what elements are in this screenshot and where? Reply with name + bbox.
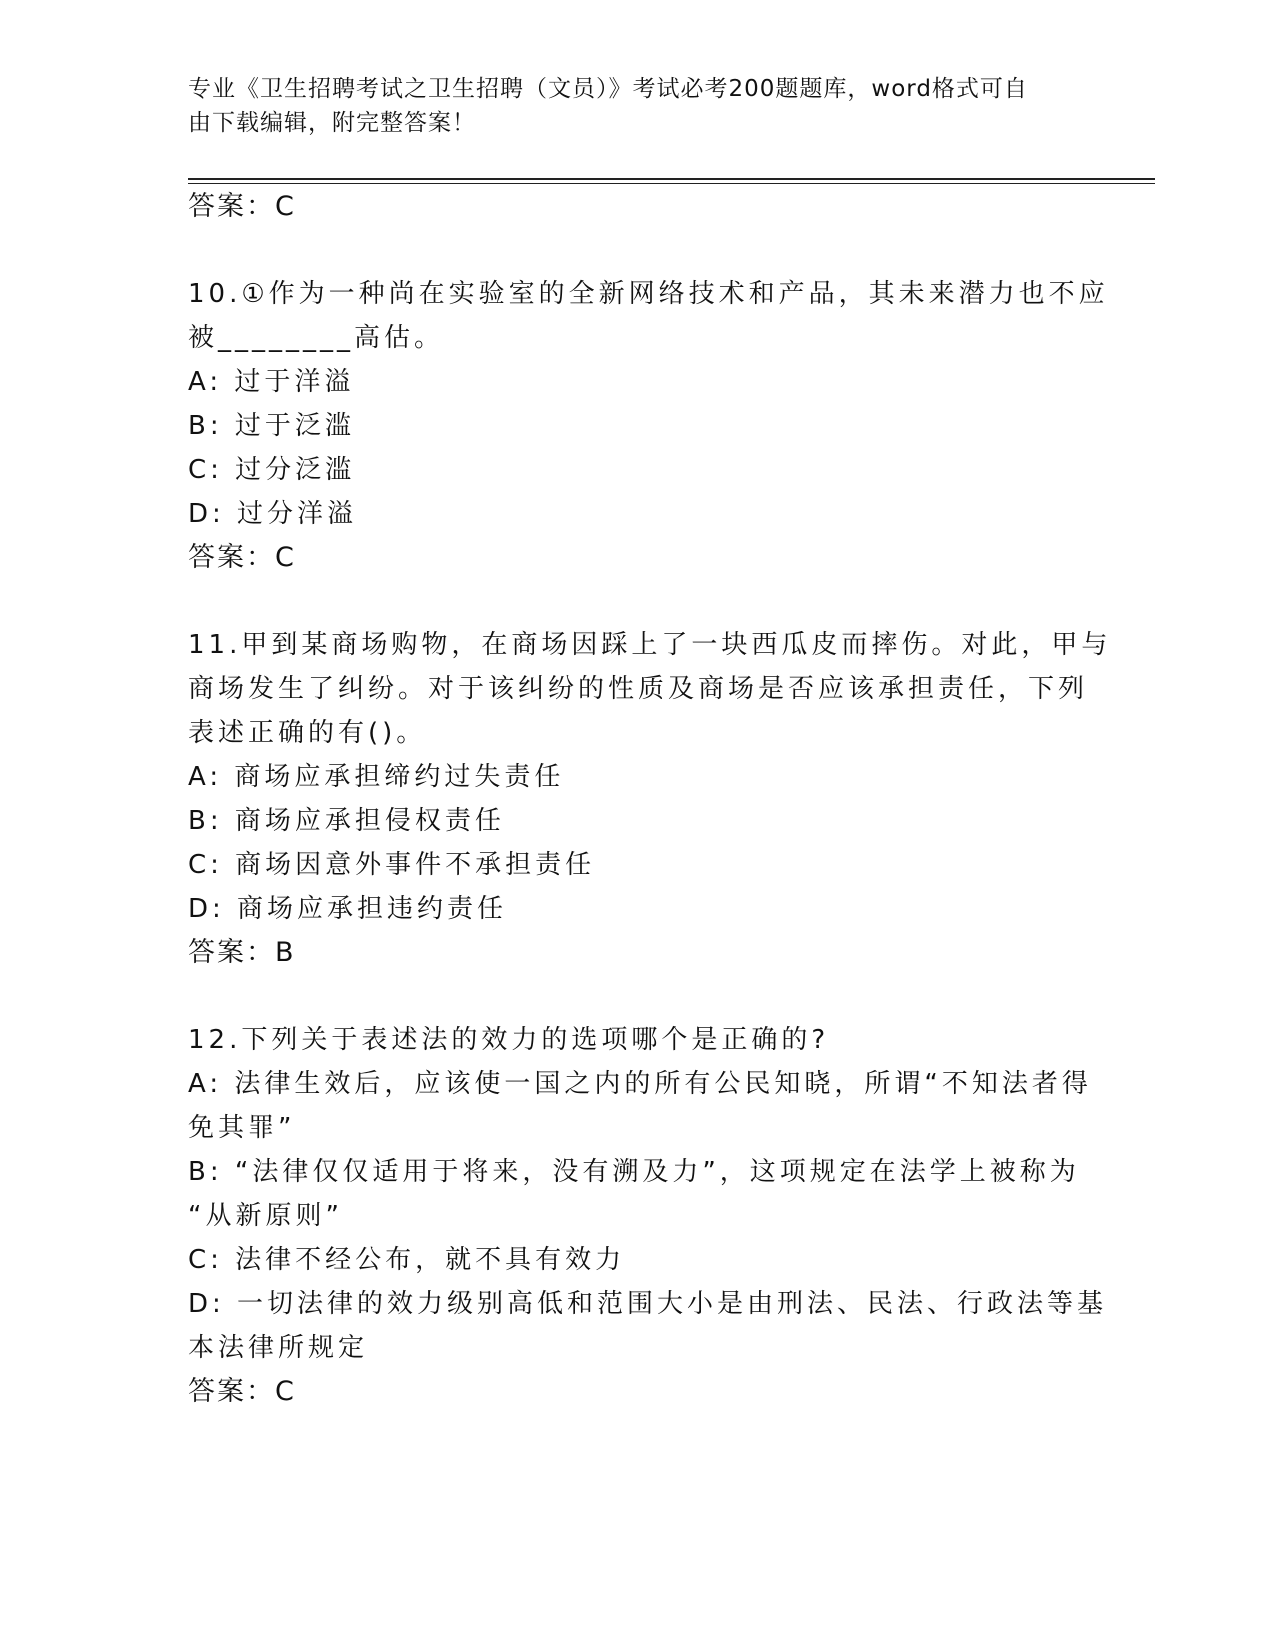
question-12-option-b-line-2: “从新原则” (188, 1201, 343, 1231)
question-12-option-b-line-1: B: “法律仅仅适用于将来，没有溯及力”，这项规定在法学上被称为 (188, 1157, 1080, 1187)
header-line-2: 由下载编辑，附完整答案！ (188, 110, 476, 136)
previous-answer: 答案：C (188, 191, 296, 222)
document-header (188, 72, 1068, 140)
question-12-option-a-line-2: 免其罪” (188, 1113, 296, 1143)
question-12-answer: 答案：C (188, 1376, 296, 1407)
question-11-option-a: A: 商场应承担缔约过失责任 (188, 762, 565, 792)
question-11-option-b: B: 商场应承担侵权责任 (188, 806, 505, 836)
question-11-option-c: C: 商场因意外事件不承担责任 (188, 850, 596, 880)
header-divider-thin (188, 183, 1155, 184)
question-10-stem-line-2: 被________高估。 (188, 323, 445, 353)
question-12-option-d-line-2: 本法律所规定 (188, 1333, 369, 1363)
question-12-option-d-line-1: D: 一切法律的效力级别高低和范围大小是由刑法、民法、行政法等基 (188, 1289, 1108, 1319)
question-11-option-d: D: 商场应承担违约责任 (188, 894, 508, 924)
question-11-stem-line-1: 11.甲到某商场购物，在商场因踩上了一块西瓜皮而摔伤。对此，甲与 (188, 630, 1112, 660)
question-12-option-c: C: 法律不经公布，就不具有效力 (188, 1245, 626, 1275)
question-12-stem: 12.下列关于表述法的效力的选项哪个是正确的? (188, 1025, 830, 1055)
question-10-option-c: C: 过分泛滥 (188, 455, 356, 485)
question-11-stem-line-3: 表述正确的有()。 (188, 718, 427, 748)
header-line-1: 专业《卫生招聘考试之卫生招聘（文员）》考试必考200题题库，word格式可自 (188, 76, 1028, 102)
question-11-answer: 答案：B (188, 937, 296, 968)
question-10-stem-line-1: 10.①作为一种尚在实验室的全新网络技术和产品，其未来潜力也不应 (188, 279, 1109, 309)
question-12-option-a-line-1: A: 法律生效后，应该使一国之内的所有公民知晓，所谓“不知法者得 (188, 1069, 1092, 1099)
question-10-option-b: B: 过于泛滥 (188, 411, 355, 441)
question-10-option-d: D: 过分洋溢 (188, 499, 358, 529)
question-10-option-a: A: 过于洋溢 (188, 367, 355, 397)
header-divider-thick (188, 178, 1155, 180)
question-10-answer: 答案：C (188, 542, 296, 573)
question-11-stem-line-2: 商场发生了纠纷。对于该纠纷的性质及商场是否应该承担责任，下列 (188, 674, 1089, 704)
